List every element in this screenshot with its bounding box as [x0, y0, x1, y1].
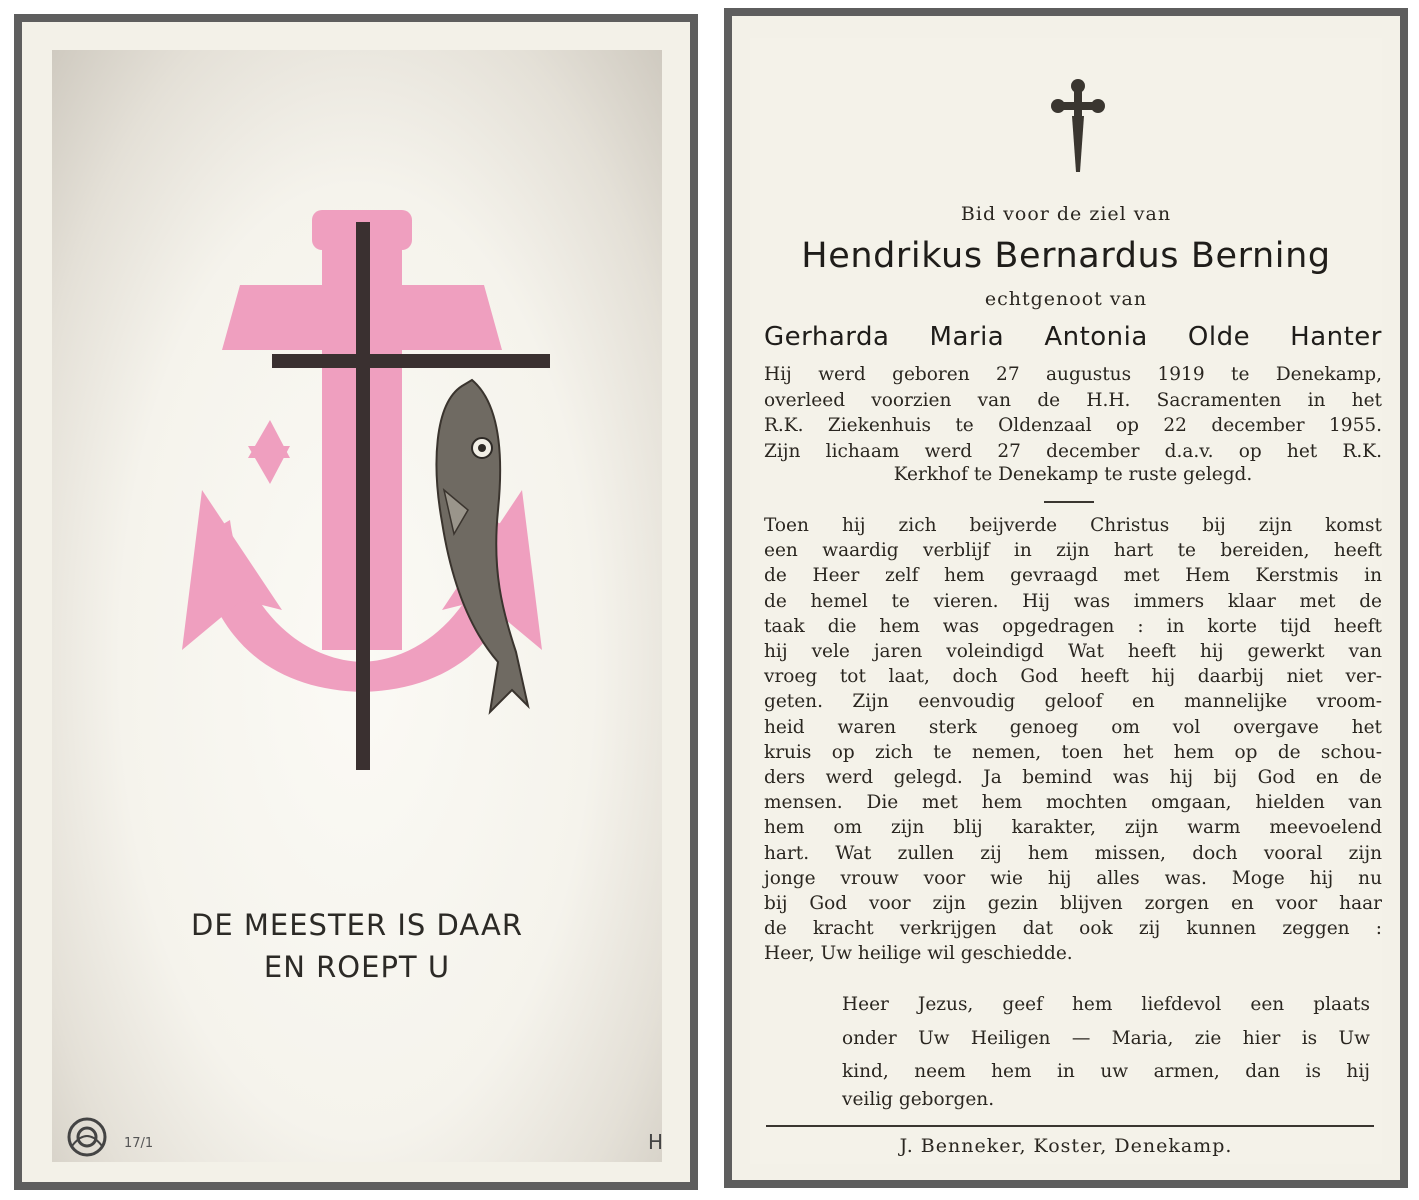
printer-credit: J. Benneker, Koster, Denekamp. — [899, 1135, 1233, 1157]
bio-line: Hij werd geboren 27 augustus 1919 te Denekamp, — [764, 364, 1382, 385]
back-card — [724, 8, 1408, 1188]
publisher-code: 17/1 — [124, 1136, 154, 1151]
spouse-name: Gerharda Maria Antonia Olde Hanter — [764, 322, 1382, 352]
eulogy-line: geten. Zijn eenvoudig geloof en mannelijke vroom- — [764, 691, 1382, 713]
bio-line: Zijn lichaam werd 27 december d.a.v. op het R.K. — [764, 440, 1382, 462]
publisher-mark: H — [648, 1130, 664, 1154]
eulogy-line: Toen hij zich beijverde Christus bij zijn komst — [764, 515, 1382, 536]
eulogy-line: de Heer zelf hem gevraagd met Hem Kerstmis in — [764, 565, 1382, 587]
eulogy-line: hij vele jaren voleindigd Wat heeft hij gewerkt van — [764, 641, 1382, 663]
bio-last-line: Kerkhof te Denekamp te ruste gelegd. — [893, 464, 1253, 485]
bio-line: overleed voorzien van de H.H. Sacramenten in het — [764, 389, 1382, 411]
eulogy-line: heid waren sterk genoeg om vol overgave het — [764, 716, 1382, 738]
eulogy-line: vroeg tot laat, doch God heeft hij daarbij niet ver- — [764, 666, 1382, 688]
eulogy-line: ders werd gelegd. Ja bemind was hij bij God en de — [764, 767, 1382, 789]
eulogy — [764, 513, 1382, 941]
eulogy-line: taak die hem was opgedragen : in korte tijd heeft — [764, 615, 1382, 637]
eulogy-line: bij God voor zijn gezin blijven zorgen en voor haar — [764, 893, 1382, 915]
motto-line-2: EN ROEPT U — [263, 950, 451, 984]
deceased-name: Hendrikus Bernardus Berning — [801, 236, 1331, 276]
eulogy-line: de kracht verkrijgen dat ook zij kunnen zeggen : — [764, 918, 1382, 940]
eulogy-line: mensen. Die met hem mochten omgaan, hielden van — [764, 792, 1382, 814]
footer-rule — [766, 1125, 1374, 1127]
closing-prayer — [842, 988, 1370, 1089]
eulogy-line: jonge vrouw voor wie hij alles was. Moge hij nu — [764, 867, 1382, 889]
closing-last-line: veilig geborgen. — [842, 1089, 995, 1110]
prayer-lead: Bid voor de ziel van — [960, 203, 1172, 225]
spouse-lead: echtgenoot van — [984, 288, 1148, 310]
eulogy-line: kruis op zich te nemen, toen het hem op de schou- — [764, 741, 1382, 763]
closing-line: onder Uw Heiligen — Maria, zie hier is Uw — [842, 1027, 1370, 1049]
eulogy-last-line: Heer, Uw heilige wil geschiedde. — [764, 943, 1073, 964]
anchor-cross-fish-star-emblem — [172, 190, 552, 770]
eulogy-line: de hemel te vieren. Hij was immers klaar met de — [764, 590, 1382, 612]
publisher-logo-icon — [66, 1116, 108, 1158]
biography — [764, 362, 1382, 464]
eulogy-line: een waardig verblijf in zijn hart te bereiden, heeft — [764, 540, 1382, 562]
bio-line: R.K. Ziekenhuis te Oldenzaal op 22 december 1955. — [764, 415, 1382, 436]
eulogy-line: hart. Wat zullen zij hem missen, doch vooral zijn — [764, 842, 1382, 864]
front-card — [14, 14, 698, 1190]
closing-line: kind, neem hem in uw armen, dan is hij — [842, 1061, 1370, 1082]
cross-icon — [1046, 76, 1110, 176]
front-panel — [52, 50, 662, 1162]
eulogy-line: hem om zijn blij karakter, zijn warm meevoelend — [764, 817, 1382, 839]
back-panel — [750, 38, 1382, 1164]
closing-line: Heer Jezus, geef hem liefdevol een plaats — [842, 994, 1370, 1015]
divider — [1044, 501, 1094, 503]
motto-line-1: DE MEESTER IS DAAR — [191, 908, 523, 942]
